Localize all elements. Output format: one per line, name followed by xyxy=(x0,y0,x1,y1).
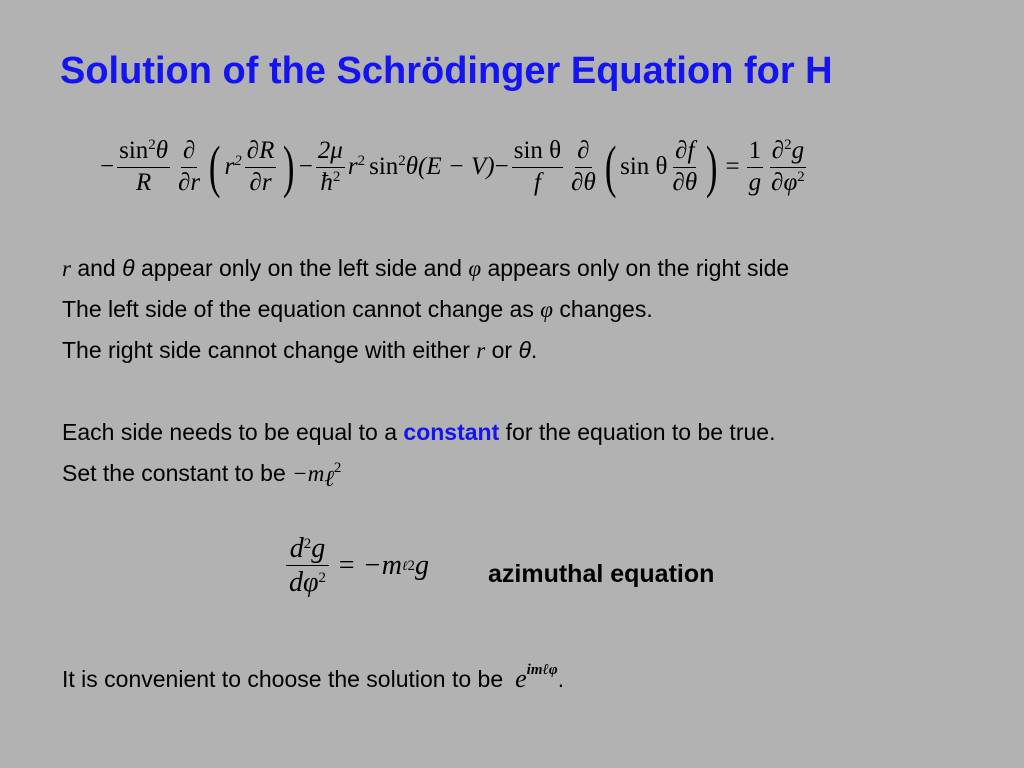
solution-exponential: $e^{im\ell\varphi}$ xyxy=(515,662,558,693)
text-line-6: It is convenient to choose the solution to be $e^{im\ell\varphi}$. xyxy=(62,662,565,693)
minus-sign: − xyxy=(298,153,313,180)
left-paren: ( xyxy=(604,134,617,199)
minus-sign: − xyxy=(494,153,509,180)
text-line-4: Each side needs to be equal to a constant for the equation to be true. xyxy=(62,419,776,445)
text-line-5: Set the constant to be $-m_\ell^2$ xyxy=(62,460,342,491)
constant-keyword: constant xyxy=(403,419,500,445)
text-line-1: r and θ appear only on the left side and φ appears only on the right side xyxy=(62,255,790,281)
second-derivative-g: $\frac{d^2g}{d\varphi^2}$ xyxy=(285,534,330,598)
fraction-1-over-g: $\frac{1}{g}$ xyxy=(748,137,762,196)
fraction-2mu-over-hbar2: $\frac{2\mu}{ħ^2}$ xyxy=(317,137,343,196)
second-partial-g-phi: $\frac{\partial^2g}{\partial\varphi^2}$ xyxy=(771,137,805,196)
sin-theta: sin θ xyxy=(620,153,668,180)
fraction-sin-over-f: $\frac{\text{sin θ}}{f}$ xyxy=(513,137,562,196)
text-line-2: The left side of the equation cannot change as φ changes. xyxy=(62,296,653,322)
theta-energy-term: θ(E − V) xyxy=(405,153,495,180)
right-paren: ) xyxy=(706,134,718,199)
sin-squared: $\sin^2$ xyxy=(369,153,406,180)
partial-df-dtheta: $\frac{\partial f}{\partial\theta}$ xyxy=(672,137,698,196)
equals-sign: = xyxy=(725,153,740,180)
partial-dR-dr: $\frac{\partial R}{\partial r}$ xyxy=(246,137,275,196)
left-paren: ( xyxy=(209,134,221,199)
separated-equation xyxy=(100,134,810,199)
partial-d-dtheta: $\frac{\partial}{\partial\theta}$ xyxy=(571,137,596,196)
fraction-sin2-over-R: $\frac{\sin^2\theta}{R}$ xyxy=(119,137,169,196)
azimuthal-equation: $\frac{d^2g}{d\varphi^2}$ = −m ℓ 2 g xyxy=(282,534,429,598)
r-squared-term: $r^2$ xyxy=(347,153,366,180)
slide-title: Solution of the Schrödinger Equation for H xyxy=(60,50,833,92)
minus-sign: − xyxy=(100,153,115,180)
right-paren: ) xyxy=(283,134,295,199)
azimuthal-label: azimuthal equation xyxy=(488,560,715,588)
r-squared: $r^2$ xyxy=(224,153,242,180)
partial-d-dr: $\frac{\partial}{\partial r}$ xyxy=(178,137,201,196)
text-line-3: The right side cannot change with either r or θ. xyxy=(62,337,538,363)
